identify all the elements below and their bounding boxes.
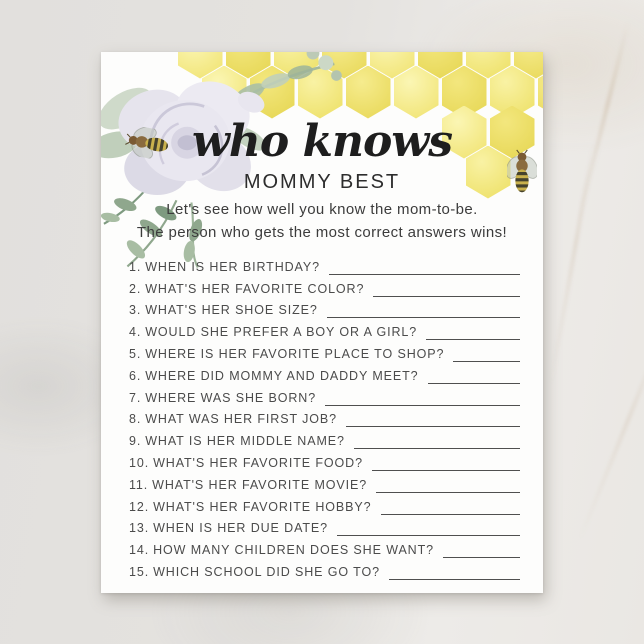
question-number: 8. [129, 412, 142, 427]
question-number: 5. [129, 347, 142, 362]
question-text: WHAT'S HER FAVORITE MOVIE? [152, 477, 368, 492]
question-number: 7. [129, 390, 142, 405]
question-text: WHAT'S HER FAVORITE FOOD? [153, 456, 363, 471]
question-number: 13. [129, 521, 150, 536]
question-number: 12. [129, 499, 150, 514]
question-row [129, 387, 520, 409]
answer-line [337, 535, 520, 536]
answer-line [346, 426, 520, 427]
question-row [129, 409, 520, 431]
question-text: WHAT'S HER SHOE SIZE? [145, 303, 318, 318]
answer-line [372, 470, 520, 471]
answer-line [329, 274, 520, 275]
question-text: WHEN IS HER BIRTHDAY? [145, 259, 320, 274]
question-text: WHERE DID MOMMY AND DADDY MEET? [145, 368, 419, 383]
answer-line [453, 361, 520, 362]
question-row [129, 430, 520, 452]
question-text: WHEN IS HER DUE DATE? [153, 521, 329, 536]
question-text: WHERE IS HER FAVORITE PLACE TO SHOP? [145, 347, 445, 362]
question-row [129, 539, 520, 561]
question-row [129, 343, 520, 365]
answer-line [443, 557, 520, 558]
question-text: WHAT IS HER MIDDLE NAME? [145, 434, 345, 449]
question-number: 6. [129, 368, 142, 383]
questions-list [129, 256, 520, 583]
title-script: who knows [191, 116, 452, 167]
game-card [101, 52, 543, 593]
question-number: 3. [129, 303, 142, 318]
question-number: 9. [129, 434, 142, 449]
question-text: HOW MANY CHILDREN DOES SHE WANT? [153, 543, 434, 558]
question-row [129, 496, 520, 518]
question-row [129, 278, 520, 300]
marble-vein [548, 142, 595, 389]
answer-line [381, 514, 521, 515]
question-text: WHERE WAS SHE BORN? [145, 390, 317, 405]
question-text: WOULD SHE PREFER A BOY OR A GIRL? [145, 325, 418, 340]
question-number: 10. [129, 456, 150, 471]
subtitle [101, 199, 543, 244]
question-row [129, 365, 520, 387]
answer-line [376, 492, 520, 493]
question-text: WHAT'S HER FAVORITE COLOR? [145, 281, 365, 296]
answer-line [373, 296, 520, 297]
subtitle-line-1: Let's see how well you know the mom-to-be. [166, 201, 478, 218]
answer-line [428, 383, 520, 384]
question-row [129, 256, 520, 278]
subtitle-line-2: The person who gets the most correct answers wins! [136, 223, 508, 241]
question-text: WHAT WAS HER FIRST JOB? [145, 412, 338, 427]
marble-vein [577, 337, 644, 542]
answer-line [389, 579, 520, 580]
question-number: 1. [129, 259, 142, 274]
answer-line [426, 339, 520, 340]
question-row [129, 300, 520, 322]
question-number: 15. [129, 565, 150, 580]
question-number: 2. [129, 281, 142, 296]
question-text: WHICH SCHOOL DID SHE GO TO? [153, 565, 380, 580]
question-row [129, 561, 520, 583]
answer-line [325, 405, 520, 406]
answer-line [327, 317, 520, 318]
question-row [129, 452, 520, 474]
page-title: MOMMY BEST [243, 171, 401, 193]
question-text: WHAT'S HER FAVORITE HOBBY? [153, 499, 372, 514]
answer-line [354, 448, 520, 449]
question-row [129, 518, 520, 540]
question-number: 14. [129, 543, 150, 558]
question-row [129, 474, 520, 496]
question-number: 4. [129, 325, 142, 340]
question-number: 11. [129, 477, 149, 492]
question-row [129, 321, 520, 343]
